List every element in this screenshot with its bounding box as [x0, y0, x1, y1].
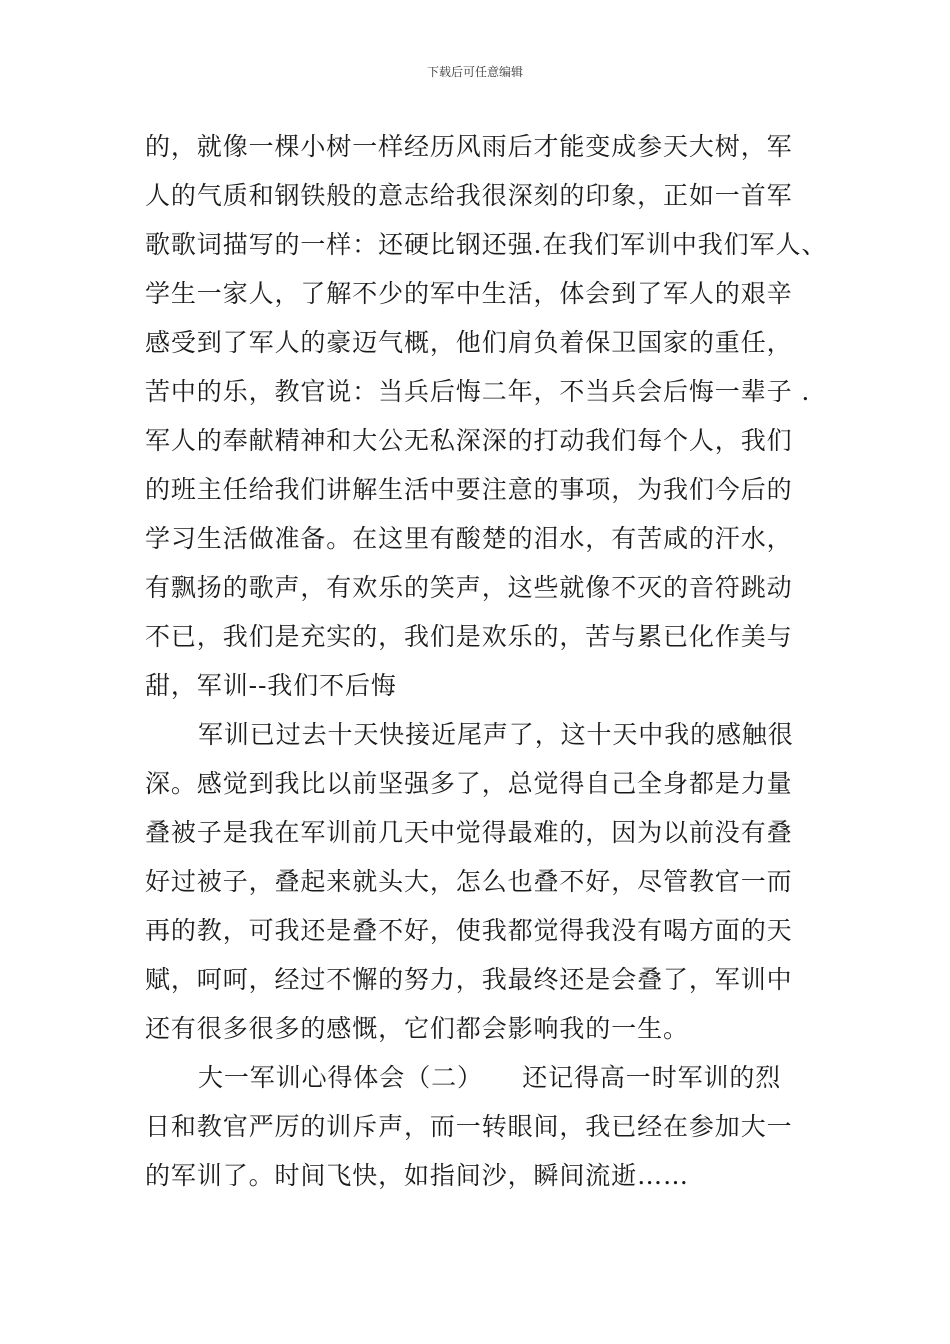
text-line: 学习生活做准备。在这里有酸楚的泪水，有苦咸的汗水， — [145, 524, 793, 553]
section-heading-line: 大一军训心得体会（二） 还记得高一时军训的烈 — [198, 1063, 782, 1092]
text-line: 歌歌词描写的一样：还硬比钢还强.在我们军训中我们军人、 — [145, 230, 828, 259]
text-line: 感受到了军人的豪迈气概，他们肩负着保卫国家的重任， — [145, 328, 793, 357]
text-line: 的军训了。时间飞快，如指间沙，瞬间流逝…… — [145, 1161, 689, 1190]
text-line: 叠被子是我在军训前几天中觉得最难的，因为以前没有叠 — [145, 818, 793, 847]
text-line: 不已，我们是充实的，我们是欢乐的，苦与累已化作美与 — [145, 622, 793, 651]
text-line: 深。感觉到我比以前坚强多了，总觉得自己全身都是力量 — [145, 769, 793, 798]
page-header: 下载后可任意编辑 — [426, 65, 523, 79]
text-line: 苦中的乐，教官说：当兵后悔二年，不当兵会后悔一辈子 . — [145, 377, 811, 406]
text-line: 还有很多很多的感慨，它们都会影响我的一生。 — [145, 1014, 689, 1043]
text-line: 有飘扬的歌声，有欢乐的笑声，这些就像不灭的音符跳动 — [145, 573, 793, 602]
text-line: 的，就像一棵小树一样经历风雨后才能变成参天大树，军 — [145, 132, 793, 161]
paragraph-first-line: 军训已过去十天快接近尾声了，这十天中我的感触很 — [198, 720, 794, 749]
text-line: 再的教，可我还是叠不好，使我都觉得我没有喝方面的天 — [145, 916, 793, 945]
text-line: 甜，军训--我们不后悔 — [145, 671, 397, 700]
text-line: 的班主任给我们讲解生活中要注意的事项，为我们今后的 — [145, 475, 793, 504]
text-line: 日和教官严厉的训斥声，而一转眼间，我已经在参加大一 — [145, 1112, 793, 1141]
text-line: 学生一家人，了解不少的军中生活，体会到了军人的艰辛 — [145, 279, 793, 308]
text-line: 军人的奉献精神和大公无私深深的打动我们每个人，我们 — [145, 426, 793, 455]
text-line: 人的气质和钢铁般的意志给我很深刻的印象，正如一首军 — [145, 181, 793, 210]
text-line: 好过被子，叠起来就头大，怎么也叠不好，尽管教官一而 — [145, 867, 793, 896]
text-line: 赋，呵呵，经过不懈的努力，我最终还是会叠了，军训中 — [145, 965, 793, 994]
